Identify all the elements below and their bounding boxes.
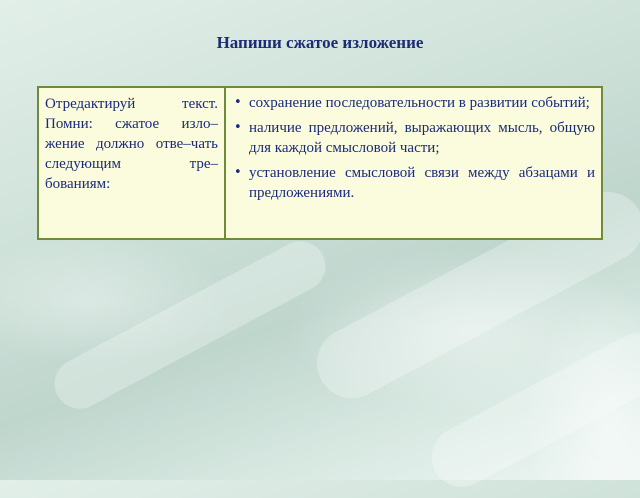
bullet-icon: • — [234, 95, 242, 110]
content-table — [37, 86, 603, 240]
list-item — [232, 93, 595, 113]
requirements-list — [232, 93, 595, 203]
list-item — [232, 163, 595, 203]
requirement-text: сохранение последовательности в развитии событий; — [249, 95, 590, 111]
requirement-text: наличие предложений, выражающих мысль, общую для каждой смысловой части; — [249, 120, 595, 156]
list-item — [232, 118, 595, 158]
bullet-icon: • — [234, 120, 242, 135]
background-streak — [46, 233, 334, 418]
instruction-text: Отредактируй текст. Помни: сжатое изло–жение должно отве–чать следующим тре–бованиям: — [45, 96, 218, 192]
bullet-icon: • — [234, 165, 242, 180]
page-title: Напиши сжатое изложение — [216, 33, 424, 52]
instruction-cell — [39, 88, 226, 238]
requirement-text: установление смысловой связи между абзацами и предложениями. — [249, 165, 595, 201]
requirements-cell — [226, 88, 601, 238]
background-streak — [421, 322, 640, 497]
